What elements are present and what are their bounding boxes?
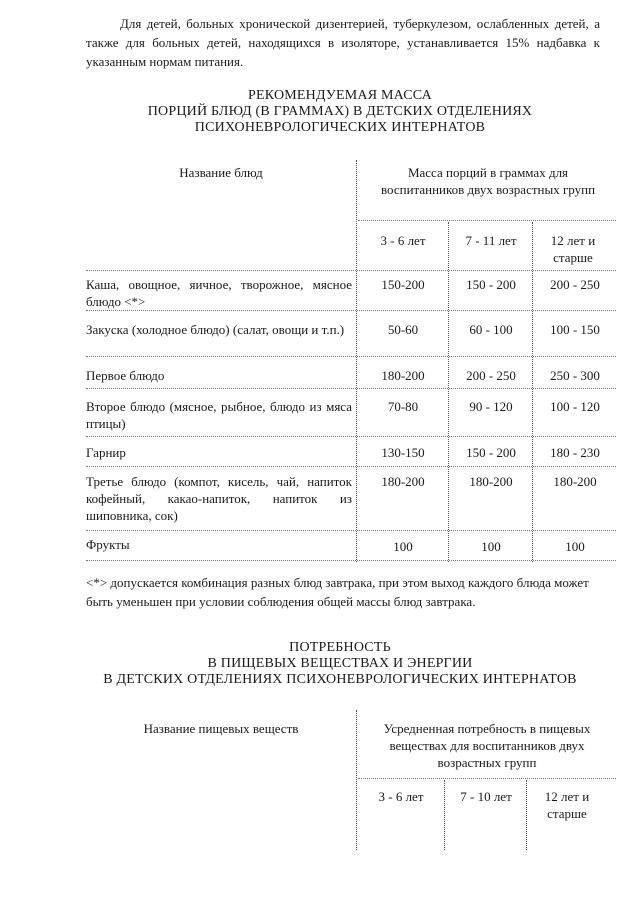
age-group-header: 7 - 10 лет [460,789,512,804]
portion-value: 180-200 [381,474,425,489]
portion-value: 150 - 200 [466,277,516,292]
column-divider [526,780,527,850]
dish-name: Третье блюдо (компот, кисель, чай, напиток кофейный, какао-напиток, напиток из шиповника, сок) [86,474,352,523]
row-divider [358,778,616,779]
nutrient-needs-table [86,710,616,850]
portion-value: 180-200 [381,368,425,383]
portion-value: 180-200 [553,474,597,489]
table1-title-line: РЕКОМЕНДУЕМАЯ МАССА [248,88,432,103]
dish-name: Закуска (холодное блюдо) (салат, овощи и т.п.) [86,322,345,337]
table2-title [40,640,640,688]
row-divider [86,356,616,357]
header-average-need: Усредненная потребность в пищевых веществах для воспитанников двух возрастных групп [383,721,591,770]
table1-title [40,88,640,136]
age-group-header: 12 лет и старше [550,233,596,265]
dish-name: Каша, овощное, яичное, творожное, мясное блюдо <*> [86,277,352,309]
table2-title-line: ПОТРЕБНОСТЬ [289,640,391,655]
header-dish-name: Название блюд [179,165,263,180]
column-divider [532,222,533,562]
row-divider [358,220,616,221]
dish-name: Фрукты [86,537,130,552]
portion-value: 100 [481,539,501,554]
column-divider [356,710,357,850]
dish-name: Второе блюдо (мясное, рыбное, блюдо из мяса птицы) [86,399,352,431]
age-group-header: 7 - 11 лет [465,233,517,248]
table1-title-line: ПОРЦИЙ БЛЮД (В ГРАММАХ) В ДЕТСКИХ ОТДЕЛЕНИЯХ [147,104,533,119]
age-group-header: 12 лет и старше [544,789,590,821]
table2-title-line: В ПИЩЕВЫХ ВЕЩЕСТВАХ И ЭНЕРГИИ [207,656,473,671]
portion-value: 90 - 120 [469,399,513,414]
row-divider [86,560,616,561]
portion-value: 200 - 250 [550,277,600,292]
portion-value: 200 - 250 [466,368,516,383]
portion-value: 150 - 200 [466,445,516,460]
header-nutrient-name: Название пищевых веществ [143,721,299,736]
row-divider [86,530,616,531]
portion-value: 250 - 300 [550,368,600,383]
dish-name: Гарнир [86,445,126,460]
header-portion-mass: Масса порций в граммах для воспитанников двух возрастных групп [380,165,596,197]
portion-value: 150-200 [381,277,425,292]
portion-value: 50-60 [387,322,419,337]
portion-value: 130-150 [381,445,425,460]
row-divider [86,466,616,467]
table2-title-line: В ДЕТСКИХ ОТДЕЛЕНИЯХ ПСИХОНЕВРОЛОГИЧЕСКИХ ИНТЕРНАТОВ [103,672,577,687]
portion-value: 100 - 150 [550,322,600,337]
portion-value: 60 - 100 [469,322,513,337]
portion-value: 100 - 120 [550,399,600,414]
dish-name: Первое блюдо [86,368,165,383]
portion-value: 180-200 [469,474,513,489]
column-divider [444,780,445,850]
footnote: <*> допускается комбинация разных блюд завтрака, при этом выход каждого блюда может быть уменьшен при условии соблюдения общей массы блюд завтрака. [86,575,589,609]
portion-value: 70-80 [387,399,419,414]
portion-value: 100 [393,539,413,554]
row-divider [86,310,616,311]
intro-paragraph: Для детей, больных хронической дизентерией, туберкулезом, ослабленных детей, а также для больных детей, находящихся в изоляторе, устанавливается 15% надбавка к указанным нормам питания. [86,16,600,69]
column-divider [356,160,357,562]
age-group-header: 3 - 6 лет [378,789,424,804]
portion-value: 100 [565,539,585,554]
table1-title-line: ПСИХОНЕВРОЛОГИЧЕСКИХ ИНТЕРНАТОВ [194,120,486,135]
age-group-header: 3 - 6 лет [380,233,426,248]
portion-value: 180 - 230 [550,445,600,460]
column-divider [448,222,449,562]
row-divider [86,436,616,437]
row-divider [86,388,616,389]
portion-mass-table [86,160,616,562]
row-divider [86,270,616,271]
